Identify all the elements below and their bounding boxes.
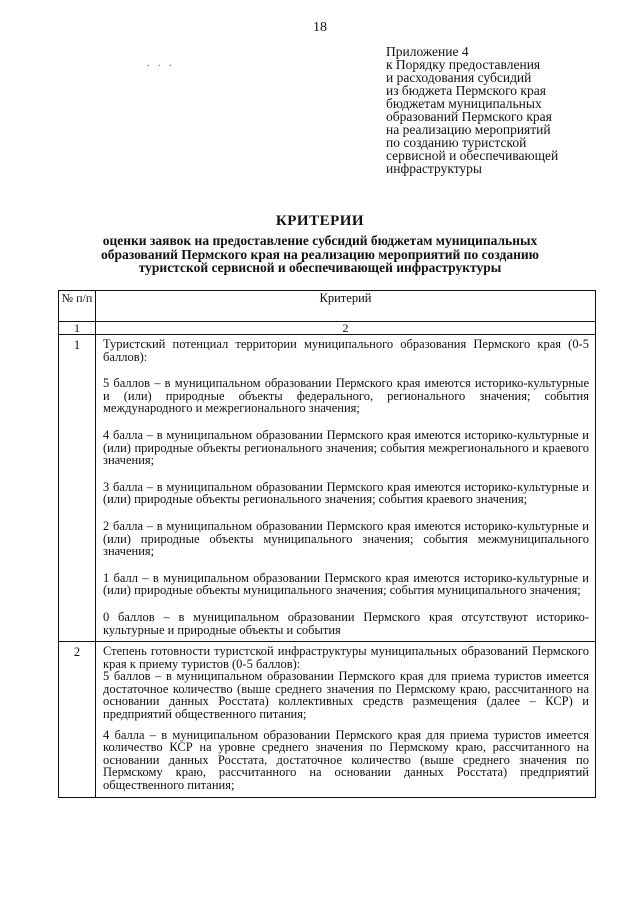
criteria-table	[58, 290, 596, 798]
criterion-paragraph: 1 балл – в муниципальном образовании Пермского края имеются историко-культурные и (или) природные объекты муниципального значения; события муниципального значения;	[103, 570, 589, 598]
criterion-paragraph: 3 балла – в муниципальном образовании Пермского края имеются историко-культурные и (или) природные объекты регионального значения; события краевого значения;	[103, 479, 589, 507]
header-number: № п/п	[59, 291, 96, 322]
subtitle-line: оценки заявок на предоставление субсидий бюджетам муниципальных	[102, 233, 538, 248]
subtitle-line: туристской сервисной и обеспечивающей инфраструктуры	[138, 260, 502, 275]
appendix-line: бюджетам муниципальных	[386, 96, 542, 111]
index-number: 1	[59, 322, 96, 335]
criterion-paragraph: 5 баллов – в муниципальном образовании Пермского края имеются историко-культурные и (или) природные объекты федерального, регионального значения; события международного и межрегионального значения;	[103, 376, 589, 416]
row-number: 1	[59, 335, 96, 642]
appendix-line: из бюджета Пермского края	[386, 83, 546, 98]
appendix-header	[386, 45, 616, 175]
table-row	[59, 335, 596, 642]
table-header-row	[59, 291, 596, 322]
page-number: 18	[313, 20, 327, 35]
header-criterion: Критерий	[96, 291, 596, 322]
appendix-line: по созданию туристской	[386, 135, 527, 150]
appendix-line: сервисной и обеспечивающей	[386, 148, 559, 163]
appendix-line: на реализацию мероприятий	[386, 122, 551, 137]
criterion-paragraph: 2 балла – в муниципальном образовании Пермского края имеются историко-культурные и (или) природные объекты муниципального значения; события межмуниципального значения;	[103, 518, 589, 559]
criterion-cell	[96, 642, 596, 798]
criterion-paragraph: 5 баллов – в муниципальном образовании Пермского края для приема туристов имеется достаточное количество (выше среднего значения по Пермскому краю, рассчитанного на основании данных Росстата) коллективных средств размещения (далее – КСР) и предприятий общественного питания;	[103, 669, 589, 722]
table-row	[59, 642, 596, 798]
subtitle-line: образований Пермского края на реализацию мероприятий по созданию	[101, 246, 539, 262]
document-title: КРИТЕРИИ	[275, 213, 365, 229]
appendix-line: и расходования субсидий	[386, 70, 532, 85]
scan-marks: . . .	[147, 58, 175, 69]
document-subtitle	[80, 234, 560, 275]
appendix-line: инфраструктуры	[386, 161, 482, 176]
appendix-line: Приложение 4	[386, 44, 469, 59]
appendix-line: к Порядку предоставления	[386, 57, 541, 72]
criterion-cell	[96, 335, 596, 642]
criterion-paragraph: 0 баллов – в муниципальном образовании Пермского края отсутствуют историко-культурные и природные объекты и события	[103, 609, 589, 637]
appendix-line: образований Пермского края	[386, 109, 552, 124]
criterion-paragraph: 4 балла – в муниципальном образовании Пермского края имеются историко-культурные и (или) природные объекты регионального значения; события межрегионального и краевого значения;	[103, 427, 589, 468]
row-number: 2	[59, 642, 96, 798]
criterion-paragraph: 4 балла – в муниципальном образовании Пермского края для приема туристов имеется количество КСР на уровне среднего значения по Пермскому краю, рассчитанного на основании данных Росстата, достаточное количество (выше среднего значения по Пермскому краю, рассчитанного на основании данных Росстата) предприятий общественного питания;	[103, 727, 589, 793]
criterion-paragraph: Степень готовности туристской инфраструктуры муниципальных образований Пермского края к приему туристов (0-5 баллов):	[103, 644, 589, 671]
index-criterion: 2	[96, 322, 596, 335]
table-index-row	[59, 322, 596, 335]
criterion-paragraph: Туристский потенциал территории муниципального образования Пермского края (0-5 баллов):	[103, 337, 589, 364]
